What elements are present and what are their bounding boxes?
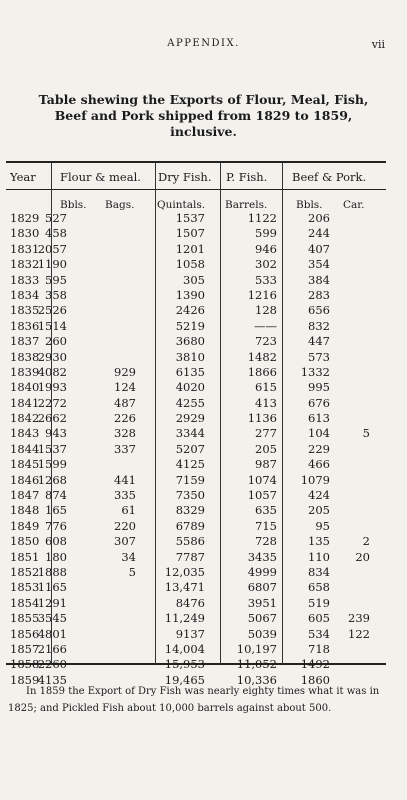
table-row	[0, 473, 407, 488]
cell-beef-car: 20	[355, 549, 370, 564]
table-row	[0, 657, 407, 672]
table-title	[6, 92, 401, 140]
cell-dry-fish: 4255	[175, 395, 205, 410]
cell-flour-bbls: 180	[45, 549, 67, 564]
cell-flour-bbls: 458	[45, 226, 67, 241]
cell-pickled-fish: 1866	[247, 364, 277, 379]
cell-beef-bbls: 613	[308, 411, 330, 426]
cell-flour-bbls: 358	[45, 287, 67, 302]
cell-beef-bbls: 447	[308, 334, 330, 349]
table-title-line-2: Beef and Pork shipped from 1829 to 1859,	[54, 108, 353, 123]
cell-flour-bbls: 1190	[37, 257, 67, 272]
cell-flour-bags: 441	[114, 472, 136, 487]
cell-pickled-fish: 1122	[247, 211, 277, 225]
cell-flour-bbls: 4135	[37, 672, 67, 687]
cell-flour-bbls: 1268	[37, 472, 67, 487]
cell-pickled-fish: 987	[255, 457, 277, 472]
cell-flour-bbls: 1599	[37, 457, 67, 472]
unit-pickled-fish: Barrels.	[225, 199, 268, 211]
cell-pickled-fish: 3951	[247, 595, 277, 610]
cell-year: 1848	[10, 503, 40, 518]
cell-dry-fish: 7350	[175, 488, 205, 503]
cell-pickled-fish: 615	[255, 380, 277, 395]
unit-flour-bbls: Bbls.	[60, 199, 87, 211]
cell-flour-bbls: 527	[45, 211, 67, 225]
unit-flour-bags: Bags.	[105, 199, 135, 211]
cell-dry-fish: 1507	[175, 226, 205, 241]
cell-pickled-fish: 10,336	[236, 672, 277, 687]
cell-beef-bbls: 656	[308, 303, 330, 318]
table-row	[0, 457, 407, 472]
cell-flour-bbls: 776	[45, 518, 67, 533]
cell-flour-bags: 337	[114, 441, 136, 456]
cell-year: 1837	[10, 334, 40, 349]
cell-year: 1831	[10, 241, 40, 256]
cell-year: 1830	[10, 226, 40, 241]
cell-dry-fish: 8329	[175, 503, 205, 518]
table-row	[0, 273, 407, 288]
header-pickled-fish: P. Fish.	[226, 170, 268, 184]
cell-year: 1852	[10, 564, 40, 579]
cell-flour-bags: 929	[114, 364, 136, 379]
table-row	[0, 242, 407, 257]
table-row	[0, 550, 407, 565]
cell-year: 1857	[10, 641, 40, 656]
table-row	[0, 319, 407, 334]
cell-beef-bbls: 205	[308, 503, 330, 518]
cell-dry-fish: 4020	[175, 380, 205, 395]
cell-flour-bbls: 1888	[37, 564, 67, 579]
table-row	[0, 288, 407, 303]
table-row	[0, 380, 407, 395]
cell-pickled-fish: 946	[255, 241, 277, 256]
table-row	[0, 596, 407, 611]
table-row	[0, 365, 407, 380]
cell-dry-fish: 2929	[175, 411, 205, 426]
cell-flour-bbls: 2272	[37, 395, 67, 410]
cell-pickled-fish: 205	[255, 441, 277, 456]
cell-pickled-fish: 3435	[247, 549, 277, 564]
cell-flour-bbls: 595	[45, 272, 67, 287]
cell-pickled-fish: 5067	[247, 611, 277, 626]
cell-year: 1834	[10, 287, 40, 302]
unit-dry-fish: Quintals.	[157, 199, 206, 211]
cell-year: 1858	[10, 657, 40, 672]
cell-year: 1846	[10, 472, 40, 487]
cell-flour-bags: 124	[114, 380, 136, 395]
cell-beef-bbls: 1492	[300, 657, 330, 672]
cell-year: 1832	[10, 257, 40, 272]
cell-dry-fish: 3810	[175, 349, 205, 364]
cell-flour-bbls: 1993	[37, 380, 67, 395]
cell-flour-bags: 61	[121, 503, 136, 518]
table-row	[0, 334, 407, 349]
cell-year: 1840	[10, 380, 40, 395]
unit-beef-bbls: Bbls.	[296, 199, 323, 211]
cell-beef-bbls: 384	[308, 272, 330, 287]
cell-year: 1847	[10, 488, 40, 503]
cell-dry-fish: 305	[183, 272, 205, 287]
cell-beef-bbls: 95	[315, 518, 330, 533]
cell-beef-bbls: 135	[308, 534, 330, 549]
cell-pickled-fish: 11,052	[236, 657, 277, 672]
cell-beef-bbls: 407	[308, 241, 330, 256]
cell-year: 1844	[10, 441, 40, 456]
cell-pickled-fish: 302	[255, 257, 277, 272]
table-row	[0, 519, 407, 534]
cell-year: 1851	[10, 549, 40, 564]
cell-flour-bags: 328	[114, 426, 136, 441]
cell-flour-bbls: 165	[45, 503, 67, 518]
cell-beef-bbls: 229	[308, 441, 330, 456]
cell-pickled-fish: 635	[255, 503, 277, 518]
cell-year: 1859	[10, 672, 40, 687]
cell-pickled-fish: 715	[255, 518, 277, 533]
cell-flour-bags: 487	[114, 395, 136, 410]
cell-dry-fish: 14,004	[164, 641, 205, 656]
cell-year: 1854	[10, 595, 40, 610]
table-row	[0, 627, 407, 642]
cell-pickled-fish: 1482	[247, 349, 277, 364]
cell-flour-bags: 220	[114, 518, 136, 533]
footnote: In 1859 the Export of Dry Fish was nearly eighty times what it was in 1825; and Pickled Fish about 10,000 barrels against about 500.	[8, 686, 380, 714]
cell-beef-car: 239	[348, 611, 370, 626]
cell-dry-fish: 5219	[175, 318, 205, 333]
cell-year: 1833	[10, 272, 40, 287]
cell-dry-fish: 11,249	[164, 611, 205, 626]
cell-flour-bags: 226	[114, 411, 136, 426]
cell-flour-bbls: 3545	[37, 611, 67, 626]
cell-beef-car: 2	[362, 534, 370, 549]
cell-flour-bbls: 2260	[37, 657, 67, 672]
cell-dry-fish: 19,465	[164, 672, 205, 687]
cell-pickled-fish: 128	[255, 303, 277, 318]
cell-pickled-fish: 1136	[247, 411, 277, 426]
cell-year: 1845	[10, 457, 40, 472]
cell-pickled-fish: 6807	[247, 580, 277, 595]
table-row	[0, 350, 407, 365]
cell-flour-bbls: 4082	[37, 364, 67, 379]
cell-dry-fish: 2426	[175, 303, 205, 318]
cell-beef-bbls: 676	[308, 395, 330, 410]
table-row	[0, 411, 407, 426]
running-head	[0, 38, 407, 54]
cell-flour-bbls: 4801	[37, 626, 67, 641]
cell-dry-fish: 4125	[175, 457, 205, 472]
cell-pickled-fish: 5039	[247, 626, 277, 641]
table-title-line-1: Table shewing the Exports of Flour, Meal, Fish,	[38, 92, 369, 107]
cell-year: 1849	[10, 518, 40, 533]
table-row	[0, 534, 407, 549]
cell-beef-bbls: 1332	[300, 364, 330, 379]
cell-flour-bbls: 1291	[37, 595, 67, 610]
header-year: Year	[10, 170, 36, 184]
table-row	[0, 396, 407, 411]
cell-flour-bbls: 2526	[37, 303, 67, 318]
cell-dry-fish: 13,471	[164, 580, 205, 595]
cell-flour-bbls: 2662	[37, 411, 67, 426]
cell-beef-bbls: 424	[308, 488, 330, 503]
cell-dry-fish: 3680	[175, 334, 205, 349]
cell-year: 1838	[10, 349, 40, 364]
header-flour-meal: Flour & meal.	[60, 170, 141, 184]
cell-flour-bbls: 1165	[37, 580, 67, 595]
table-body	[0, 211, 407, 688]
header-rule	[6, 189, 386, 190]
cell-flour-bags: 307	[114, 534, 136, 549]
cell-beef-bbls: 832	[308, 318, 330, 333]
cell-beef-bbls: 995	[308, 380, 330, 395]
table-row	[0, 642, 407, 657]
cell-year: 1843	[10, 426, 40, 441]
cell-beef-bbls: 283	[308, 287, 330, 302]
cell-year: 1829	[10, 211, 40, 225]
table-row	[0, 565, 407, 580]
cell-beef-bbls: 244	[308, 226, 330, 241]
cell-pickled-fish: 10,197	[236, 641, 277, 656]
cell-flour-bbls: 943	[45, 426, 67, 441]
page-number: vii	[371, 38, 385, 51]
unit-beef-car: Car.	[343, 199, 365, 211]
cell-flour-bbls: 2057	[37, 241, 67, 256]
cell-flour-bags: 335	[114, 488, 136, 503]
cell-year: 1850	[10, 534, 40, 549]
cell-flour-bbls: 608	[45, 534, 67, 549]
cell-pickled-fish: 1057	[247, 488, 277, 503]
cell-dry-fish: 12,035	[164, 564, 205, 579]
cell-beef-bbls: 519	[308, 595, 330, 610]
cell-year: 1835	[10, 303, 40, 318]
cell-pickled-fish: 277	[255, 426, 277, 441]
cell-pickled-fish: 599	[255, 226, 277, 241]
table-row	[0, 503, 407, 518]
cell-pickled-fish: 533	[255, 272, 277, 287]
cell-year: 1853	[10, 580, 40, 595]
cell-beef-bbls: 466	[308, 457, 330, 472]
cell-beef-car: 5	[362, 426, 370, 441]
table-row	[0, 580, 407, 595]
cell-dry-fish: 7787	[175, 549, 205, 564]
header-beef-pork: Beef & Pork.	[292, 170, 367, 184]
cell-beef-bbls: 1079	[300, 472, 330, 487]
cell-dry-fish: 6789	[175, 518, 205, 533]
cell-pickled-fish: 1216	[247, 287, 277, 302]
cell-flour-bbls: 874	[45, 488, 67, 503]
cell-dry-fish: 15,953	[164, 657, 205, 672]
cell-beef-bbls: 104	[308, 426, 330, 441]
cell-dry-fish: 9137	[175, 626, 205, 641]
cell-flour-bbls: 2166	[37, 641, 67, 656]
table-row	[0, 442, 407, 457]
cell-dry-fish: 3344	[175, 426, 205, 441]
cell-dry-fish: 5586	[175, 534, 205, 549]
cell-beef-bbls: 605	[308, 611, 330, 626]
table-row	[0, 426, 407, 441]
cell-flour-bbls: 1514	[37, 318, 67, 333]
table-row	[0, 303, 407, 318]
table-row	[0, 611, 407, 626]
cell-year: 1856	[10, 626, 40, 641]
cell-dry-fish: 1058	[175, 257, 205, 272]
header-dry-fish: Dry Fish.	[158, 170, 212, 184]
cell-flour-bbls: 260	[45, 334, 67, 349]
cell-dry-fish: 8476	[175, 595, 205, 610]
table-row	[0, 211, 407, 226]
table-row	[0, 226, 407, 241]
cell-dry-fish: 1537	[175, 211, 205, 225]
cell-year: 1839	[10, 364, 40, 379]
cell-dry-fish: 5207	[175, 441, 205, 456]
cell-beef-car: 122	[348, 626, 370, 641]
cell-dry-fish: 7159	[175, 472, 205, 487]
cell-beef-bbls: 534	[308, 626, 330, 641]
cell-year: 1855	[10, 611, 40, 626]
table-top-rule	[6, 161, 386, 163]
cell-flour-bags: 34	[121, 549, 136, 564]
cell-year: 1842	[10, 411, 40, 426]
cell-beef-bbls: 573	[308, 349, 330, 364]
cell-beef-bbls: 718	[308, 641, 330, 656]
cell-pickled-fish: 1074	[247, 472, 277, 487]
cell-dry-fish: 6135	[175, 364, 205, 379]
cell-pickled-fish: 723	[255, 334, 277, 349]
cell-pickled-fish: 728	[255, 534, 277, 549]
cell-beef-bbls: 110	[308, 549, 330, 564]
cell-year: 1841	[10, 395, 40, 410]
cell-year: 1836	[10, 318, 40, 333]
cell-beef-bbls: 834	[308, 564, 330, 579]
cell-flour-bbls: 2930	[37, 349, 67, 364]
cell-pickled-fish: 413	[255, 395, 277, 410]
cell-beef-bbls: 354	[308, 257, 330, 272]
cell-flour-bbls: 1537	[37, 441, 67, 456]
running-title: APPENDIX.	[167, 38, 240, 49]
table-title-line-3: inclusive.	[170, 124, 237, 139]
cell-dry-fish: 1201	[175, 241, 205, 256]
cell-pickled-fish: 4999	[247, 564, 277, 579]
cell-beef-bbls: 1860	[300, 672, 330, 687]
cell-dry-fish: 1390	[175, 287, 205, 302]
cell-beef-bbls: 206	[308, 211, 330, 225]
cell-pickled-fish: ——	[254, 318, 277, 333]
cell-beef-bbls: 658	[308, 580, 330, 595]
cell-flour-bags: 5	[128, 564, 136, 579]
table-row	[0, 257, 407, 272]
table-row	[0, 488, 407, 503]
